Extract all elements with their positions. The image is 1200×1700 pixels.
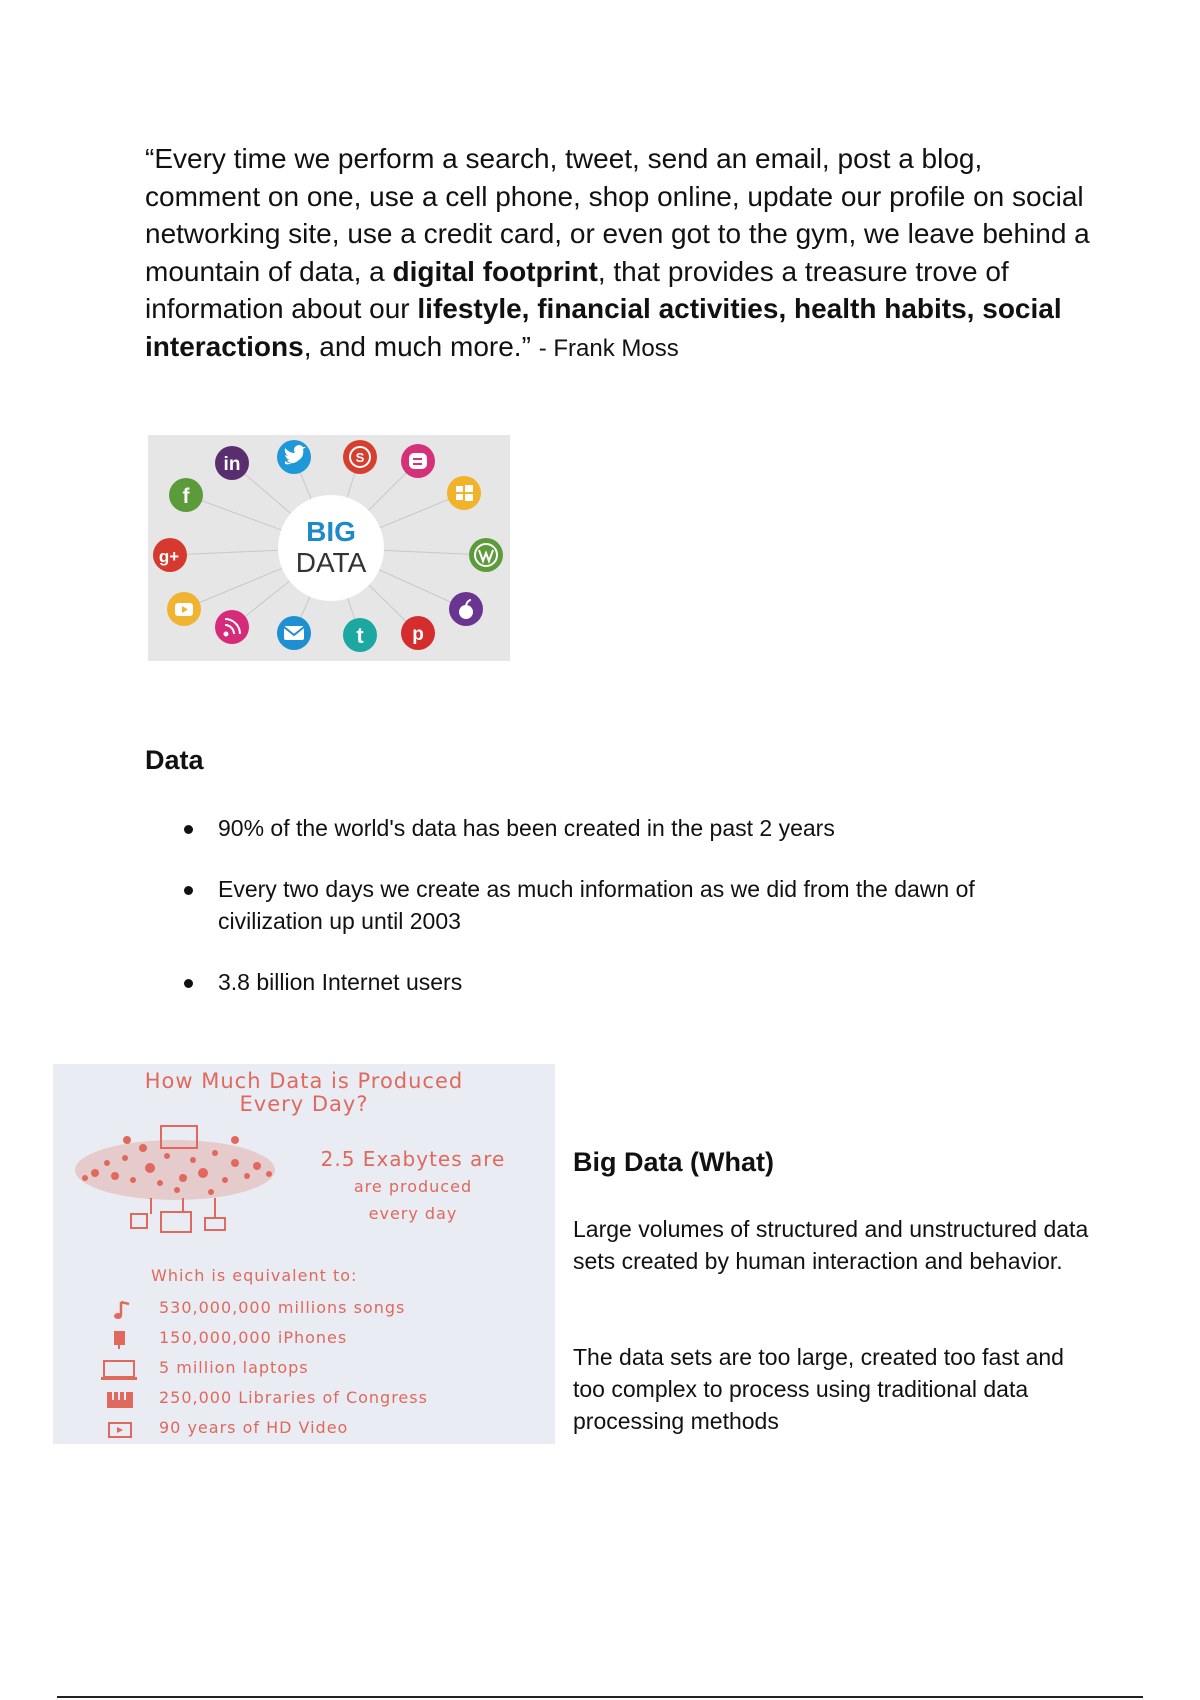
- google-plus-icon: [153, 538, 187, 572]
- list-item: Every two days we create as much information as we did from the dawn of civilization up until 2003: [190, 873, 1070, 937]
- pinterest-icon: [401, 616, 435, 650]
- stat-line-1: 2.5 Exabytes are: [320, 1147, 506, 1171]
- equivalent-label: Which is equivalent to:: [151, 1266, 358, 1285]
- quote-text-1: “Every time we perform a search, tweet, send an email, post a blog, comment on one, use a cell phone, shop online, update our profile on social networking site, use a credit card, or even got to the gym, we leave behind a mountain of data, a: [145, 143, 1090, 287]
- laptop-icon: [101, 1359, 137, 1381]
- quote-bold-categories: lifestyle, financial activities, health habits, social interactions: [145, 293, 1062, 362]
- apple-icon: [449, 592, 483, 626]
- video-icon: [101, 1419, 137, 1441]
- infographic-title-line1: How Much Data is Produced: [144, 1069, 464, 1093]
- big-data-what-heading: Big Data (What): [573, 1147, 774, 1177]
- opening-quote: [145, 140, 1105, 367]
- infographic-stat: [313, 1146, 513, 1227]
- item-text: 250,000 Libraries of Congress: [159, 1388, 428, 1407]
- list-item: [101, 1386, 541, 1416]
- email-icon: [277, 616, 311, 650]
- svg-text:t: t: [356, 623, 364, 648]
- skype-icon: [343, 440, 377, 474]
- quote-attribution: - Frank Moss: [538, 334, 679, 362]
- windows-icon: [447, 476, 481, 510]
- svg-text:f: f: [182, 485, 190, 508]
- twitter-icon: [277, 440, 311, 474]
- data-production-infographic: [53, 1064, 555, 1444]
- equivalents-list: [101, 1296, 541, 1446]
- svg-text:S: S: [355, 450, 365, 465]
- quote-text-2: , that provides a treasure trove of information about our: [145, 255, 1009, 324]
- list-item: [101, 1326, 541, 1356]
- list-item: [101, 1296, 541, 1326]
- rss-icon: [215, 610, 249, 644]
- item-text: 530,000,000 millions songs: [159, 1298, 406, 1317]
- footer-divider: [57, 1696, 1143, 1698]
- youtube-icon: [167, 592, 201, 626]
- blogger-icon: [401, 444, 435, 478]
- item-text: 90 years of HD Video: [159, 1418, 349, 1437]
- stat-line-3: every day: [368, 1204, 458, 1223]
- iphone-icon: [101, 1329, 137, 1351]
- wordpress-icon: [469, 538, 503, 572]
- linkedin-icon: [215, 446, 249, 480]
- infographic-title: [53, 1070, 555, 1116]
- list-item: [101, 1416, 541, 1446]
- svg-text:g+: g+: [158, 547, 180, 566]
- big-data-image: [148, 435, 510, 661]
- list-item: [101, 1356, 541, 1386]
- stat-line-2: are produced: [353, 1177, 473, 1196]
- item-text: 5 million laptops: [159, 1358, 309, 1377]
- facebook-icon: [169, 478, 203, 512]
- tumblr-icon: [343, 618, 377, 652]
- big-data-definition: Large volumes of structured and unstructured data sets created by human interaction and behavior.: [573, 1216, 1089, 1274]
- big-label: BIG: [306, 516, 356, 547]
- svg-text:p: p: [412, 624, 424, 645]
- item-text: 150,000,000 iPhones: [159, 1328, 348, 1347]
- big-data-characteristics: The data sets are too large, created too fast and too complex to process using traditional data processing methods: [573, 1344, 1064, 1434]
- infographic-title-line2: Every Day?: [239, 1092, 369, 1116]
- cloud-icon: [65, 1118, 295, 1248]
- data-bullet-list: [190, 812, 1070, 998]
- library-icon: [101, 1389, 137, 1411]
- music-note-icon: [101, 1299, 137, 1321]
- list-item: 90% of the world's data has been created in the past 2 years: [190, 812, 1070, 844]
- list-item: 3.8 billion Internet users: [190, 966, 1070, 998]
- quote-bold-digital-footprint: digital footprint: [392, 255, 598, 287]
- data-label: DATA: [295, 547, 367, 578]
- data-heading: Data: [145, 745, 204, 775]
- svg-text:in: in: [223, 454, 241, 475]
- quote-text-3: , and much more.”: [303, 330, 539, 362]
